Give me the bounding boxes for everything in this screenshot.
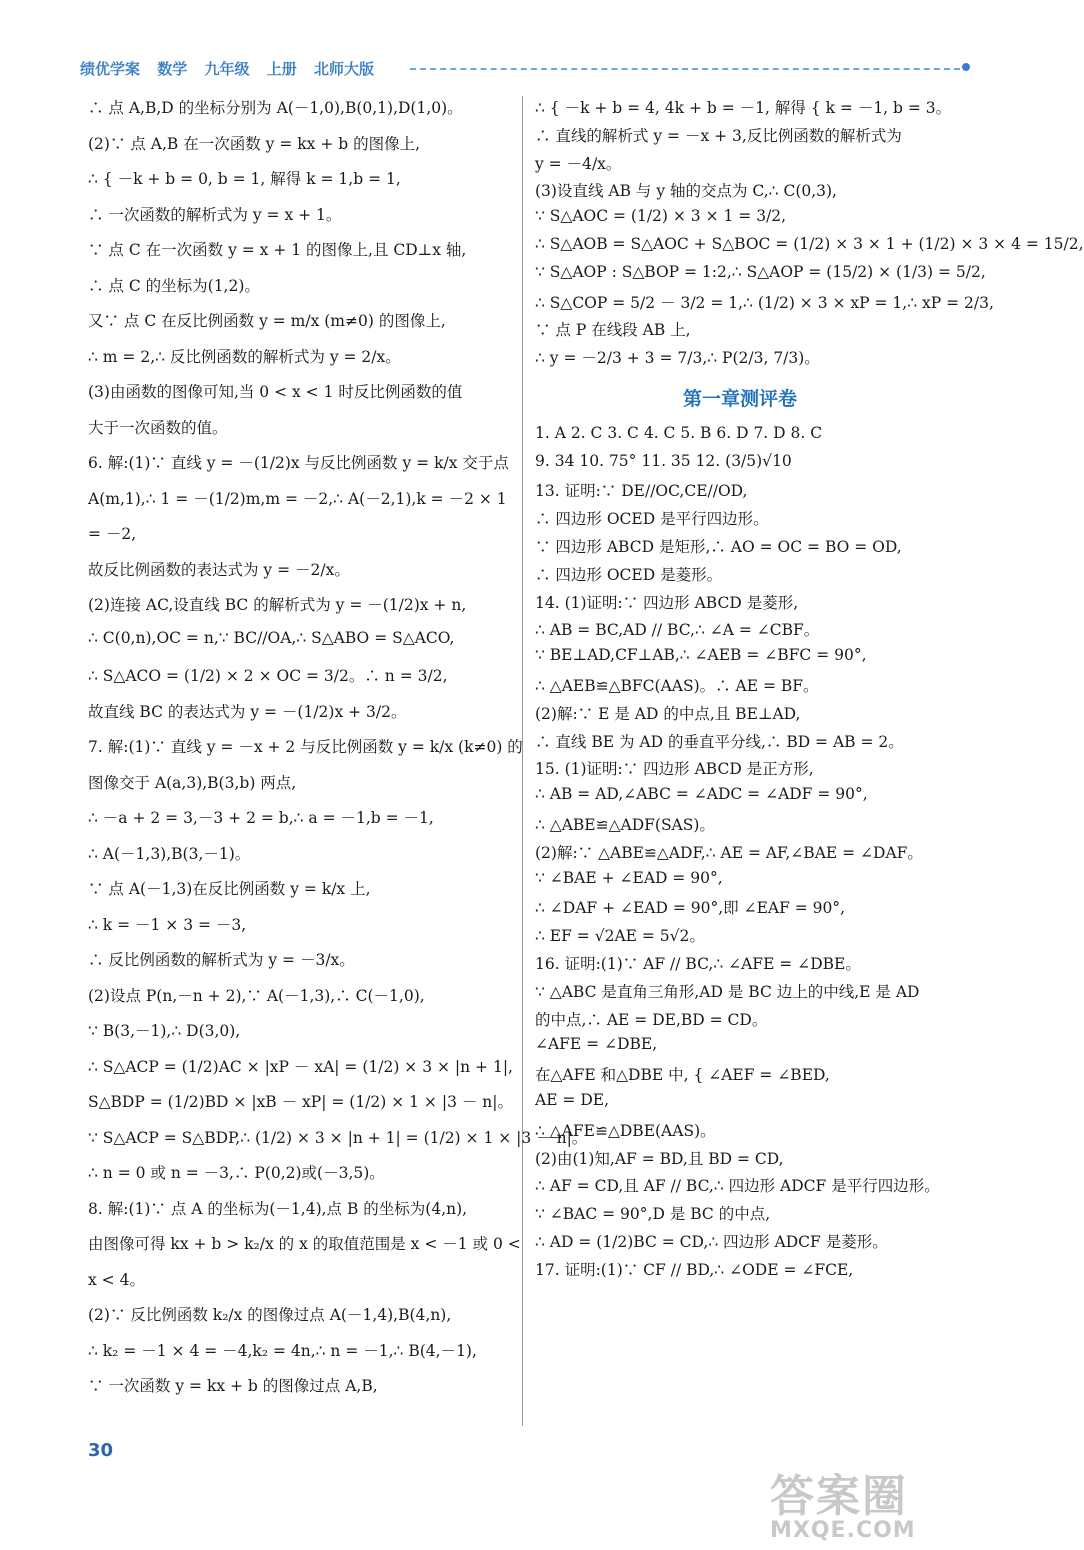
running-header (80, 58, 970, 80)
subject: 数学 (157, 60, 188, 78)
section-heading: 第一章测评卷 (683, 388, 798, 410)
text-line: ∴ k = －1 × 3 = －3, (88, 915, 247, 934)
text-line: ∴ S△ACP = (1/2)AC × |xP － xA| = (1/2) × 3 × |n + 1|, (88, 1057, 513, 1076)
text-line: 9. 34 10. 75° 11. 35 12. (3/5)√10 (535, 451, 792, 470)
text-line: ∴ { －k + b = 4, 4k + b = －1, 解得 { k = －1, b = 3。 (535, 99, 952, 117)
text-line: 1. A 2. C 3. C 4. C 5. B 6. D 7. D 8. C (535, 423, 823, 442)
text-line: ∴ C(0,n),OC = n,∵ BC//OA,∴ S△ABO = S△ACO, (88, 628, 455, 647)
text-line: (2)设点 P(n,－n + 2),∵ A(－1,3),∴ C(－1,0), (88, 986, 425, 1005)
text-line: ∵ ∠BAC = 90°,D 是 BC 的中点, (535, 1205, 771, 1224)
text-line: ∴ △AEB≌△BFC(AAS)。∴ AE = BF。 (535, 677, 819, 695)
text-line: ∵ 点 P 在线段 AB 上, (535, 321, 691, 340)
volume: 上册 (266, 60, 297, 78)
text-line: ∴ S△COP = 5/2 － 3/2 = 1,∴ (1/2) × 3 × xP = 1,∴ xP = 2/3, (535, 293, 994, 312)
text-line: ∴ y = －2/3 + 3 = 7/3,∴ P(2/3, 7/3)。 (535, 349, 820, 368)
text-line: ∴ 点 A,B,D 的坐标分别为 A(－1,0),B(0,1),D(1,0)。 (88, 99, 463, 117)
text-line: 6. 解:(1)∵ 直线 y = －(1/2)x 与反比例函数 y = k/x 交于点 (88, 454, 509, 472)
text-line: ∵ ∠BAE + ∠EAD = 90°, (535, 868, 723, 887)
text-line: 由图像可得 kx + b > k₂/x 的 x 的取值范围是 x < －1 或 0 < (88, 1235, 521, 1253)
text-line: ∴ S△ACO = (1/2) × 2 × OC = 3/2。∴ n = 3/2, (88, 667, 448, 685)
text-line: ∴ S△AOB = S△AOC + S△BOC = (1/2) × 3 × 1 + (1/2) × 3 × 4 = 15/2, (535, 235, 1084, 253)
text-line: (3)由函数的图像可知,当 0 < x < 1 时反比例函数的值 (88, 383, 463, 401)
watermark-line-1: 答案圈 (770, 1471, 908, 1522)
page-number: 30 (88, 1440, 114, 1461)
text-line: ∴ { －k + b = 0, b = 1, 解得 k = 1,b = 1, (88, 170, 401, 188)
text-line: ∴ k₂ = －1 × 4 = －4,k₂ = 4n,∴ n = －1,∴ B(4,－1), (88, 1341, 477, 1360)
text-line: ∵ 四边形 ABCD 是矩形,∴ AO = OC = BO = OD, (535, 538, 902, 556)
edition: 北师大版 (314, 60, 375, 78)
text-line: (3)设直线 AB 与 y 轴的交点为 C,∴ C(0,3), (535, 182, 837, 201)
text-line: y = －4/x。 (535, 154, 622, 173)
text-line: x < 4。 (88, 1270, 145, 1289)
text-line: (2)∵ 反比例函数 k₂/x 的图像过点 A(－1,4),B(4,n), (88, 1306, 452, 1324)
text-line: A(m,1),∴ 1 = －(1/2)m,m = －2,∴ A(－2,1),k = －2 × 1 (88, 489, 507, 508)
text-line: ∴ －a + 2 = 3,－3 + 2 = b,∴ a = －1,b = －1, (88, 809, 434, 827)
text-line: ∴ △AFE≌△DBE(AAS)。 (535, 1121, 716, 1140)
text-line: (2)由(1)知,AF = BD,且 BD = CD, (535, 1149, 784, 1168)
text-line: ∴ 点 C 的坐标为(1,2)。 (88, 276, 260, 295)
text-line: ∴ 四边形 OCED 是平行四边形。 (535, 510, 769, 529)
grade: 九年级 (204, 60, 250, 78)
text-line: ∵ △ABC 是直角三角形,AD 是 BC 边上的中线,E 是 AD (535, 982, 920, 1001)
brand-name: 绩优学案 (80, 60, 141, 78)
text-line: 大于一次函数的值。 (88, 418, 228, 437)
text-line: ∴ 反比例函数的解析式为 y = －3/x。 (88, 951, 355, 969)
text-line: ∴ n = 0 或 n = －3,∴ P(0,2)或(－3,5)。 (88, 1164, 385, 1182)
text-line: ∵ S△AOP : S△BOP = 1:2,∴ S△AOP = (15/2) × (1/3) = 5/2, (535, 262, 986, 281)
text-line: ∵ 点 A(－1,3)在反比例函数 y = k/x 上, (88, 880, 371, 898)
text-line: ∵ 点 C 在一次函数 y = x + 1 的图像上,且 CD⊥x 轴, (88, 241, 467, 259)
watermark-line-2: MXQE.COM (770, 1518, 916, 1543)
text-line: AE = DE, (535, 1091, 610, 1109)
text-line: ∴ AD = (1/2)BC = CD,∴ 四边形 ADCF 是菱形。 (535, 1233, 888, 1251)
text-line: 17. 证明:(1)∵ CF // BD,∴ ∠ODE = ∠FCE, (535, 1260, 854, 1279)
text-line: 的中点,∴ AE = DE,BD = CD。 (535, 1010, 768, 1029)
text-line: ∴ m = 2,∴ 反比例函数的解析式为 y = 2/x。 (88, 347, 401, 366)
header-dashed-rule (410, 68, 960, 70)
text-line: 16. 证明:(1)∵ AF // BC,∴ ∠AFE = ∠DBE。 (535, 955, 861, 973)
text-line: (2)解:∵ E 是 AD 的中点,且 BE⊥AD, (535, 704, 801, 723)
text-line: ∴ △ABE≌△ADF(SAS)。 (535, 816, 715, 834)
text-line: 图像交于 A(a,3),B(3,b) 两点, (88, 773, 297, 792)
text-line: ∴ AB = BC,AD // BC,∴ ∠A = ∠CBF。 (535, 621, 820, 640)
text-line: S△BDP = (1/2)BD × |xB － xP| = (1/2) × 1 × |3 － n|。 (88, 1093, 513, 1111)
text-line: 15. (1)证明:∵ 四边形 ABCD 是正方形, (535, 760, 814, 779)
text-line: 14. (1)证明:∵ 四边形 ABCD 是菱形, (535, 593, 799, 612)
text-line: ∠AFE = ∠DBE, (535, 1035, 658, 1054)
text-line: ∴ ∠DAF + ∠EAD = 90°,即 ∠EAF = 90°, (535, 899, 846, 918)
text-line: 又∵ 点 C 在反比例函数 y = m/x (m≠0) 的图像上, (88, 312, 446, 330)
text-line: 故直线 BC 的表达式为 y = －(1/2)x + 3/2。 (88, 702, 407, 721)
text-line: (2)连接 AC,设直线 BC 的解析式为 y = －(1/2)x + n, (88, 596, 467, 614)
text-line: ∵ S△AOC = (1/2) × 3 × 1 = 3/2, (535, 207, 787, 226)
text-line: ∴ AF = CD,且 AF // BC,∴ 四边形 ADCF 是平行四边形。 (535, 1177, 940, 1196)
text-line: ∴ 直线 BE 为 AD 的垂直平分线,∴ BD = AB = 2。 (535, 732, 904, 751)
text-line: ∵ B(3,－1),∴ D(3,0), (88, 1022, 241, 1040)
text-line: ∵ S△ACP = S△BDP,∴ (1/2) × 3 × |n + 1| = (1/2) × 1 × |3 － n|。 (88, 1128, 588, 1147)
header-dot-icon (962, 63, 970, 71)
watermark-logo (770, 1460, 916, 1543)
text-line: (2)解:∵ △ABE≌△ADF,∴ AE = AF,∠BAE = ∠DAF。 (535, 843, 923, 862)
text-line: ∴ 四边形 OCED 是菱形。 (535, 565, 723, 584)
text-line: 故反比例函数的表达式为 y = －2/x。 (88, 560, 350, 579)
text-line: 8. 解:(1)∵ 点 A 的坐标为(－1,4),点 B 的坐标为(4,n), (88, 1199, 468, 1218)
text-line: (2)∵ 点 A,B 在一次函数 y = kx + b 的图像上, (88, 134, 421, 153)
text-line: ∵ BE⊥AD,CF⊥AB,∴ ∠AEB = ∠BFC = 90°, (535, 646, 867, 665)
text-line: ∴ 直线的解析式 y = －x + 3,反比例函数的解析式为 (535, 126, 902, 145)
text-line: 在△AFE 和△DBE 中, { ∠AEF = ∠BED, (535, 1066, 830, 1085)
text-line: ∴ EF = √2AE = 5√2。 (535, 927, 705, 946)
text-line: ∴ AB = AD,∠ABC = ∠ADC = ∠ADF = 90°, (535, 785, 868, 804)
text-line: ∴ 一次函数的解析式为 y = x + 1。 (88, 205, 342, 224)
text-line: ∵ 一次函数 y = kx + b 的图像过点 A,B, (88, 1377, 378, 1395)
text-line: ∴ A(－1,3),B(3,－1)。 (88, 844, 251, 863)
text-line: 7. 解:(1)∵ 直线 y = －x + 2 与反比例函数 y = k/x (k≠0) 的 (88, 738, 523, 756)
column-divider (522, 96, 523, 1426)
text-line: = －2, (88, 525, 137, 543)
text-line: 13. 证明:∵ DE//OC,CE//OD, (535, 482, 748, 501)
